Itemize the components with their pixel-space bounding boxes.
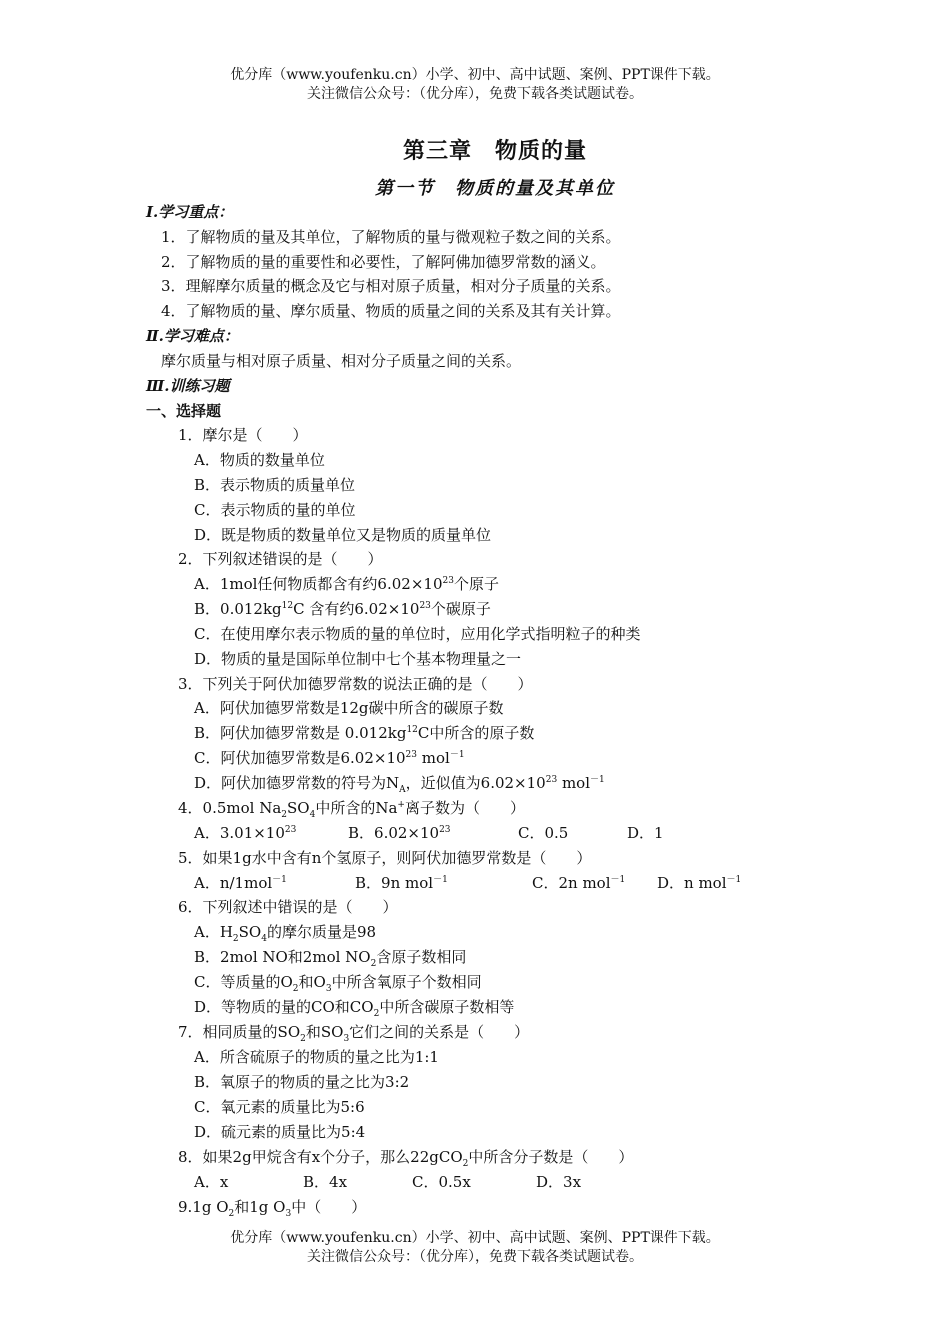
question-2-option-b: B．$0.012kg^{12}C$ 含有约$6.02\times 10^{23}$个碳原子	[194, 600, 491, 618]
focus-item-2: 2．了解物质的量的重要性和必要性，了解阿佛加德罗常数的涵义。	[161, 253, 606, 271]
question-5-option-a: A．n/1mol$^{-1}$	[194, 874, 287, 892]
question-6-stem: 6．下列叙述中错误的是（ ）	[178, 898, 398, 916]
question-4-option-b: B．$6.02\times 10^{23}$	[348, 824, 451, 842]
question-9-stem: 9.1g $O_2$和1g $O_3$中（ ）	[178, 1198, 367, 1219]
question-2-option-d: D．物质的量是国际单位制中七个基本物理量之一	[194, 650, 522, 668]
question-1-stem: 1．摩尔是（ ）	[178, 426, 308, 444]
question-5-stem: 5．如果1g水中含有n个氢原子，则阿伏加德罗常数是（ ）	[178, 849, 592, 867]
question-7-stem: 7．相同质量的$SO_2$和$SO_3$它们之间的关系是（ ）	[178, 1023, 530, 1044]
section-title: 第一节 物质的量及其单位	[375, 178, 615, 199]
question-5-option-c: C．2n mol$^{-1}$	[532, 874, 626, 892]
question-6-option-b: B．2mol NO和2mol $NO_2$含原子数相同	[194, 948, 467, 969]
focus-item-4: 4．了解物质的量、摩尔质量、物质的质量之间的关系及其有关计算。	[161, 302, 621, 320]
question-2-stem: 2．下列叙述错误的是（ ）	[178, 550, 383, 568]
question-8-option-b: B．4x	[303, 1173, 348, 1191]
question-7-option-b: B．氧原子的物质的量之比为3:2	[194, 1073, 410, 1091]
question-3-option-c: C．阿伏加德罗常数是$6.02\times 10^{23}$ mol$^{-1}$	[194, 749, 465, 767]
question-4-option-a: A．$3.01\times 10^{23}$	[194, 824, 297, 842]
question-6-option-a: A．$H_2SO_4$的摩尔质量是98	[194, 923, 377, 944]
page-header	[0, 66, 950, 104]
question-1-option-b: B．表示物质的质量单位	[194, 476, 356, 494]
footer-line-1: 优分库（www.youfenku.cn）小学、初中、高中试题、案例、PPT课件下载。	[230, 1230, 720, 1246]
question-7-option-d: D．硫元素的质量比为5:4	[194, 1123, 366, 1141]
multiple-choice-heading: 一、选择题	[146, 402, 222, 420]
question-3-stem: 3．下列关于阿伏加德罗常数的说法正确的是（ ）	[178, 675, 533, 693]
page-footer	[0, 1229, 950, 1267]
question-3-option-d: D．阿伏加德罗常数的符号为$N_A$，近似值为$6.02\times 10^{23}$ mol$^{-1}$	[194, 774, 605, 795]
question-8-option-c: C．0.5x	[412, 1173, 471, 1191]
question-7-option-c: C．氧元素的质量比为5:6	[194, 1098, 365, 1116]
question-4-option-c: C．0.5	[518, 824, 569, 842]
question-2-option-a: A．1mol任何物质都含有约$6.02\times 10^{23}$个原子	[194, 575, 499, 593]
question-4-option-d: D．1	[627, 824, 664, 842]
difficulty-heading: Ⅱ.学习难点：	[146, 327, 239, 345]
difficulty-text: 摩尔质量与相对原子质量、相对分子质量之间的关系。	[161, 352, 522, 370]
question-8-option-a: A．x	[194, 1173, 229, 1191]
question-3-option-b: B．阿伏加德罗常数是 $0.012kg^{12}C$中所含的原子数	[194, 724, 535, 742]
question-8-option-d: D．3x	[536, 1173, 582, 1191]
focus-heading: Ⅰ.学习重点：	[146, 203, 234, 221]
question-1-option-c: C．表示物质的量的单位	[194, 501, 356, 519]
chapter-title: 第三章 物质的量	[402, 139, 587, 164]
question-6-option-c: C．等质量的$O_2$和$O_3$中所含氧原子个数相同	[194, 973, 482, 994]
question-1-option-d: D．既是物质的数量单位又是物质的质量单位	[194, 526, 492, 544]
question-5-option-b: B．9n mol$^{-1}$	[355, 874, 448, 892]
exercises-heading: Ⅲ.训练习题	[146, 377, 230, 395]
focus-item-1: 1．了解物质的量及其单位，了解物质的量与微观粒子数之间的关系。	[161, 228, 621, 246]
focus-item-3: 3．理解摩尔质量的概念及它与相对原子质量，相对分子质量的关系。	[161, 277, 621, 295]
header-line-2: 关注微信公众号：（优分库），免费下载各类试题试卷。	[307, 86, 643, 102]
question-8-stem: 8．如果2g甲烷含有x个分子，那么22gCO$_2$中所含分子数是（ ）	[178, 1148, 634, 1169]
question-4-stem: 4．0.5mol $Na_2SO_4$中所含的Na+离子数为（ ）	[178, 799, 525, 820]
question-6-option-d: D．等物质的量的CO和$CO_2$中所含碳原子数相等	[194, 998, 515, 1019]
question-3-option-a: A．阿伏加德罗常数是12g碳中所含的碳原子数	[194, 699, 504, 717]
question-5-option-d: D．n mol$^{-1}$	[657, 874, 742, 892]
header-line-1: 优分库（www.youfenku.cn）小学、初中、高中试题、案例、PPT课件下载。	[230, 67, 720, 83]
footer-line-2: 关注微信公众号：（优分库），免费下载各类试题试卷。	[307, 1249, 643, 1265]
question-7-option-a: A．所含硫原子的物质的量之比为1:1	[194, 1048, 439, 1066]
question-2-option-c: C．在使用摩尔表示物质的量的单位时，应用化学式指明粒子的种类	[194, 625, 641, 643]
question-1-option-a: A．物质的数量单位	[194, 451, 325, 469]
